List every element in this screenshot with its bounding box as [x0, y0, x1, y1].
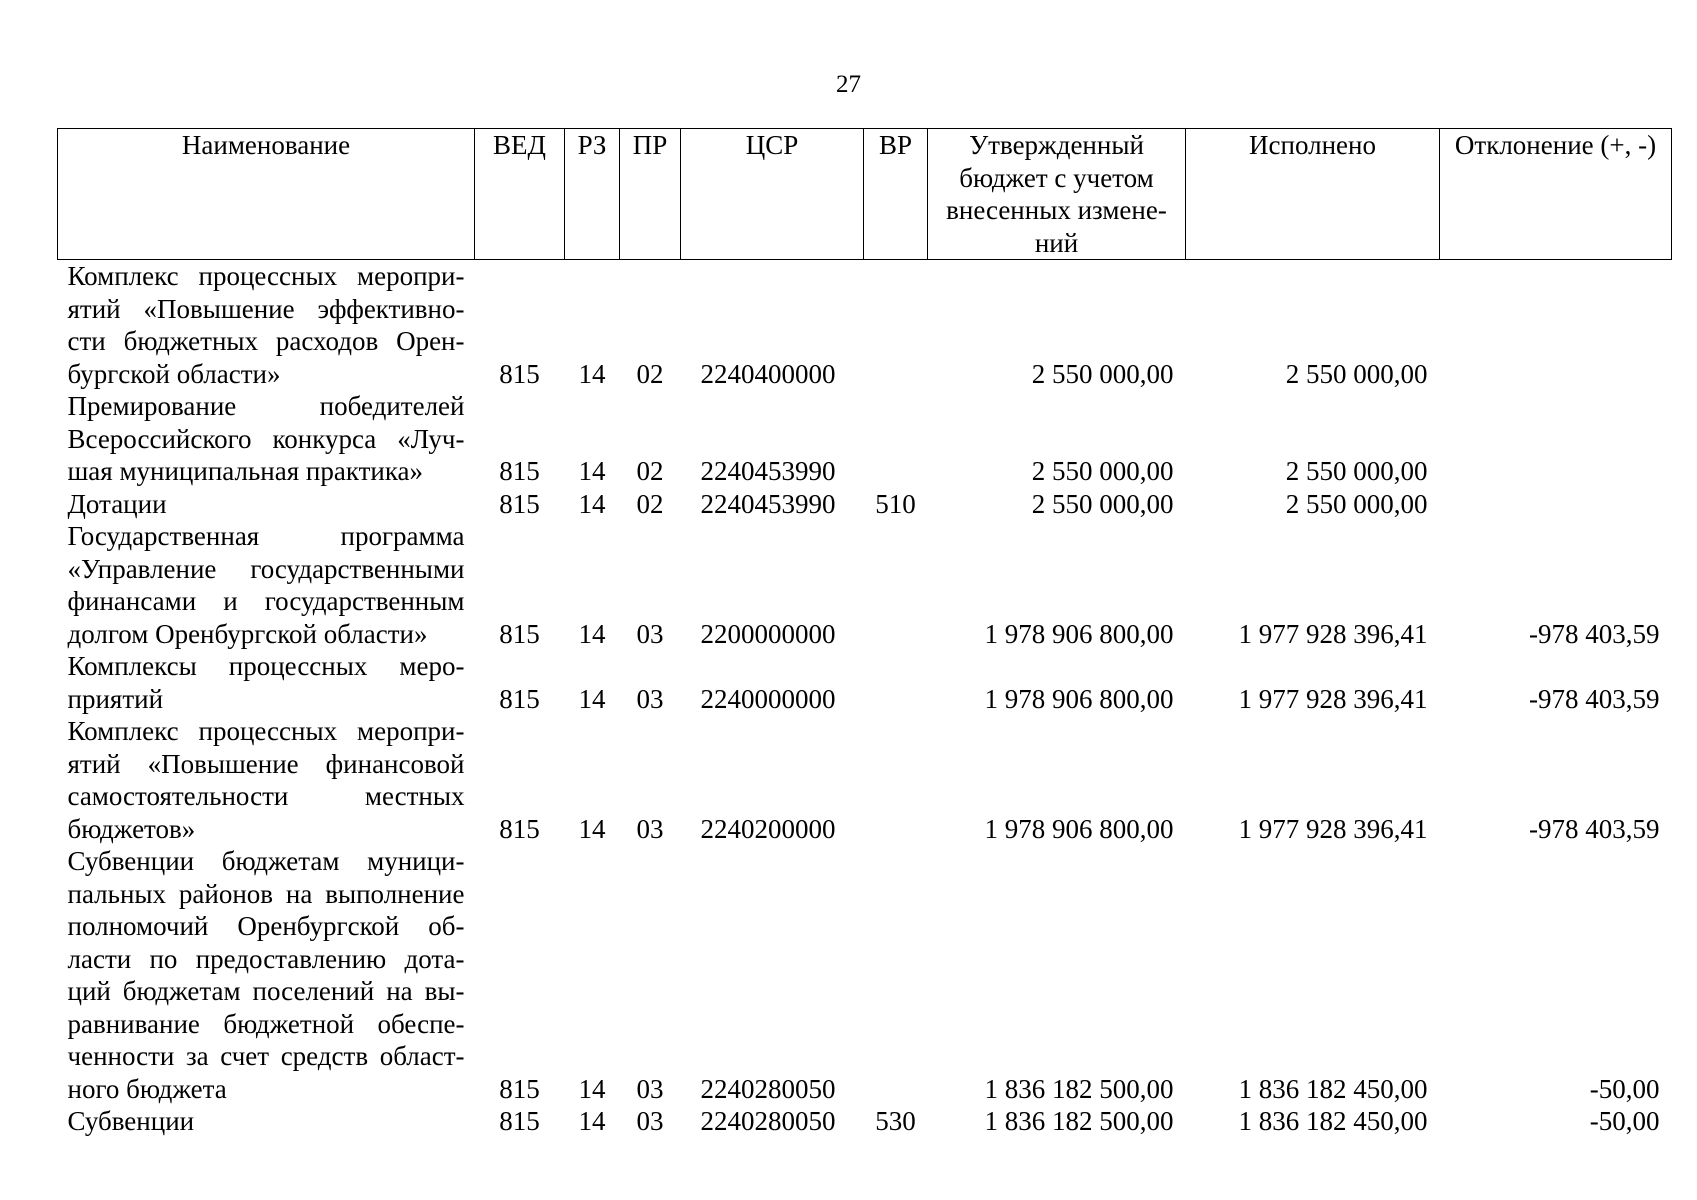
row-approved: 1 978 906 800,00 — [984, 813, 1174, 844]
row-deviation — [1440, 390, 1672, 488]
row-deviation: -978 403,59 — [1529, 813, 1660, 844]
row-executed: 1 836 182 450,00 — [1238, 1073, 1428, 1104]
row-name: Дотации — [67, 488, 167, 519]
page-number: 27 — [836, 71, 861, 98]
row-pr: 02 — [636, 488, 664, 519]
row-executed: 2 550 000,00 — [1285, 488, 1428, 519]
row-pr: 02 — [636, 456, 664, 486]
table-row — [58, 1105, 1672, 1138]
row-approved: 1 836 182 500,00 — [984, 1073, 1174, 1104]
row-vr — [864, 715, 928, 845]
row-name: Комплекс процессных меропри-ятий «Повышение эффективно-сти бюджетных расходов Орен-бургской области» — [67, 261, 465, 389]
row-pr: 02 — [636, 358, 664, 389]
header-name: Наименование — [58, 129, 475, 260]
row-executed: 1 977 928 396,41 — [1238, 618, 1428, 649]
row-executed: 2 550 000,00 — [1285, 456, 1428, 486]
row-ved: 815 — [499, 618, 540, 649]
row-pr: 03 — [636, 813, 664, 844]
row-rz: 14 — [578, 456, 606, 486]
row-approved: 2 550 000,00 — [1031, 358, 1174, 389]
table-row — [58, 390, 1672, 488]
row-pr: 03 — [636, 1106, 664, 1136]
table-row — [58, 650, 1672, 715]
row-executed: 1 836 182 450,00 — [1238, 1106, 1428, 1136]
row-deviation: -978 403,59 — [1529, 618, 1660, 649]
row-pr: 03 — [636, 683, 664, 714]
table-row — [58, 260, 1672, 391]
row-executed: 2 550 000,00 — [1285, 358, 1428, 389]
row-ved: 815 — [499, 488, 540, 519]
row-approved: 1 978 906 800,00 — [984, 618, 1174, 649]
row-approved: 2 550 000,00 — [1031, 456, 1174, 486]
row-name: Премирование победителей Всероссийского конкурса «Луч-шая муниципальная практика» — [67, 391, 465, 486]
row-approved: 2 550 000,00 — [1031, 488, 1174, 519]
row-csr: 2240453990 — [700, 488, 836, 519]
header-pr: ПР — [620, 129, 681, 260]
row-ved: 815 — [499, 358, 540, 389]
header-approved-budget: Утвержденный бюджет с учетом внесенных измене-ний — [928, 129, 1186, 260]
row-rz: 14 — [578, 683, 606, 714]
row-name: Государственная программа «Управление государственными финансами и государственным долгом Оренбургской области» — [67, 521, 465, 649]
row-csr: 2240280050 — [700, 1106, 836, 1136]
table-row — [58, 715, 1672, 845]
row-name: Комплексы процессных меро-приятий — [67, 651, 465, 714]
row-csr: 2240200000 — [700, 813, 836, 844]
row-name: Субвенции — [67, 1106, 195, 1136]
row-ved: 815 — [499, 1106, 540, 1136]
row-ved: 815 — [499, 813, 540, 844]
header-deviation: Отклонение (+, -) — [1440, 129, 1672, 260]
row-approved: 1 836 182 500,00 — [984, 1106, 1174, 1136]
table-header-row — [58, 129, 1672, 260]
row-rz: 14 — [578, 813, 606, 844]
row-csr: 2240400000 — [700, 358, 836, 389]
row-ved: 815 — [499, 683, 540, 714]
row-vr — [864, 520, 928, 650]
row-vr — [864, 845, 928, 1105]
row-csr: 2240280050 — [700, 1073, 836, 1104]
row-csr: 2200000000 — [700, 618, 836, 649]
row-rz: 14 — [578, 1073, 606, 1104]
header-csr: ЦСР — [681, 129, 864, 260]
row-name: Комплекс процессных меропри-ятий «Повышение финансовой самостоятельности местных бюджетов» — [67, 716, 465, 844]
row-ved: 815 — [499, 1073, 540, 1104]
row-vr — [864, 260, 928, 391]
row-deviation: -978 403,59 — [1529, 683, 1660, 714]
row-rz: 14 — [578, 358, 606, 389]
budget-execution-table — [57, 128, 1672, 1138]
row-name: Субвенции бюджетам муници-пальных районов на выполнение полномочий Оренбургской об-ласти по предоставлению дота-ций бюджетам поселений на вы-равнивание бюджетной обеспе-ченности за счет средств област-ного бюджета — [67, 846, 465, 1104]
header-vr: ВР — [864, 129, 928, 260]
row-deviation — [1440, 488, 1672, 521]
row-ved: 815 — [499, 456, 540, 486]
row-rz: 14 — [578, 618, 606, 649]
row-approved: 1 978 906 800,00 — [984, 683, 1174, 714]
row-executed: 1 977 928 396,41 — [1238, 683, 1428, 714]
row-vr — [864, 650, 928, 715]
row-executed: 1 977 928 396,41 — [1238, 813, 1428, 844]
row-rz: 14 — [578, 1106, 606, 1136]
table-row — [58, 488, 1672, 521]
row-deviation: -50,00 — [1589, 1106, 1660, 1136]
row-deviation: -50,00 — [1589, 1073, 1660, 1104]
table-row — [58, 845, 1672, 1105]
row-csr: 2240453990 — [700, 456, 836, 486]
header-rz: РЗ — [565, 129, 620, 260]
row-vr — [864, 390, 928, 488]
row-pr: 03 — [636, 1073, 664, 1104]
row-pr: 03 — [636, 618, 664, 649]
row-csr: 2240000000 — [700, 683, 836, 714]
row-vr: 510 — [875, 488, 916, 519]
row-deviation — [1440, 260, 1672, 391]
row-vr: 530 — [875, 1106, 916, 1136]
table-row — [58, 520, 1672, 650]
row-rz: 14 — [578, 488, 606, 519]
header-ved: ВЕД — [475, 129, 565, 260]
header-executed: Исполнено — [1186, 129, 1440, 260]
